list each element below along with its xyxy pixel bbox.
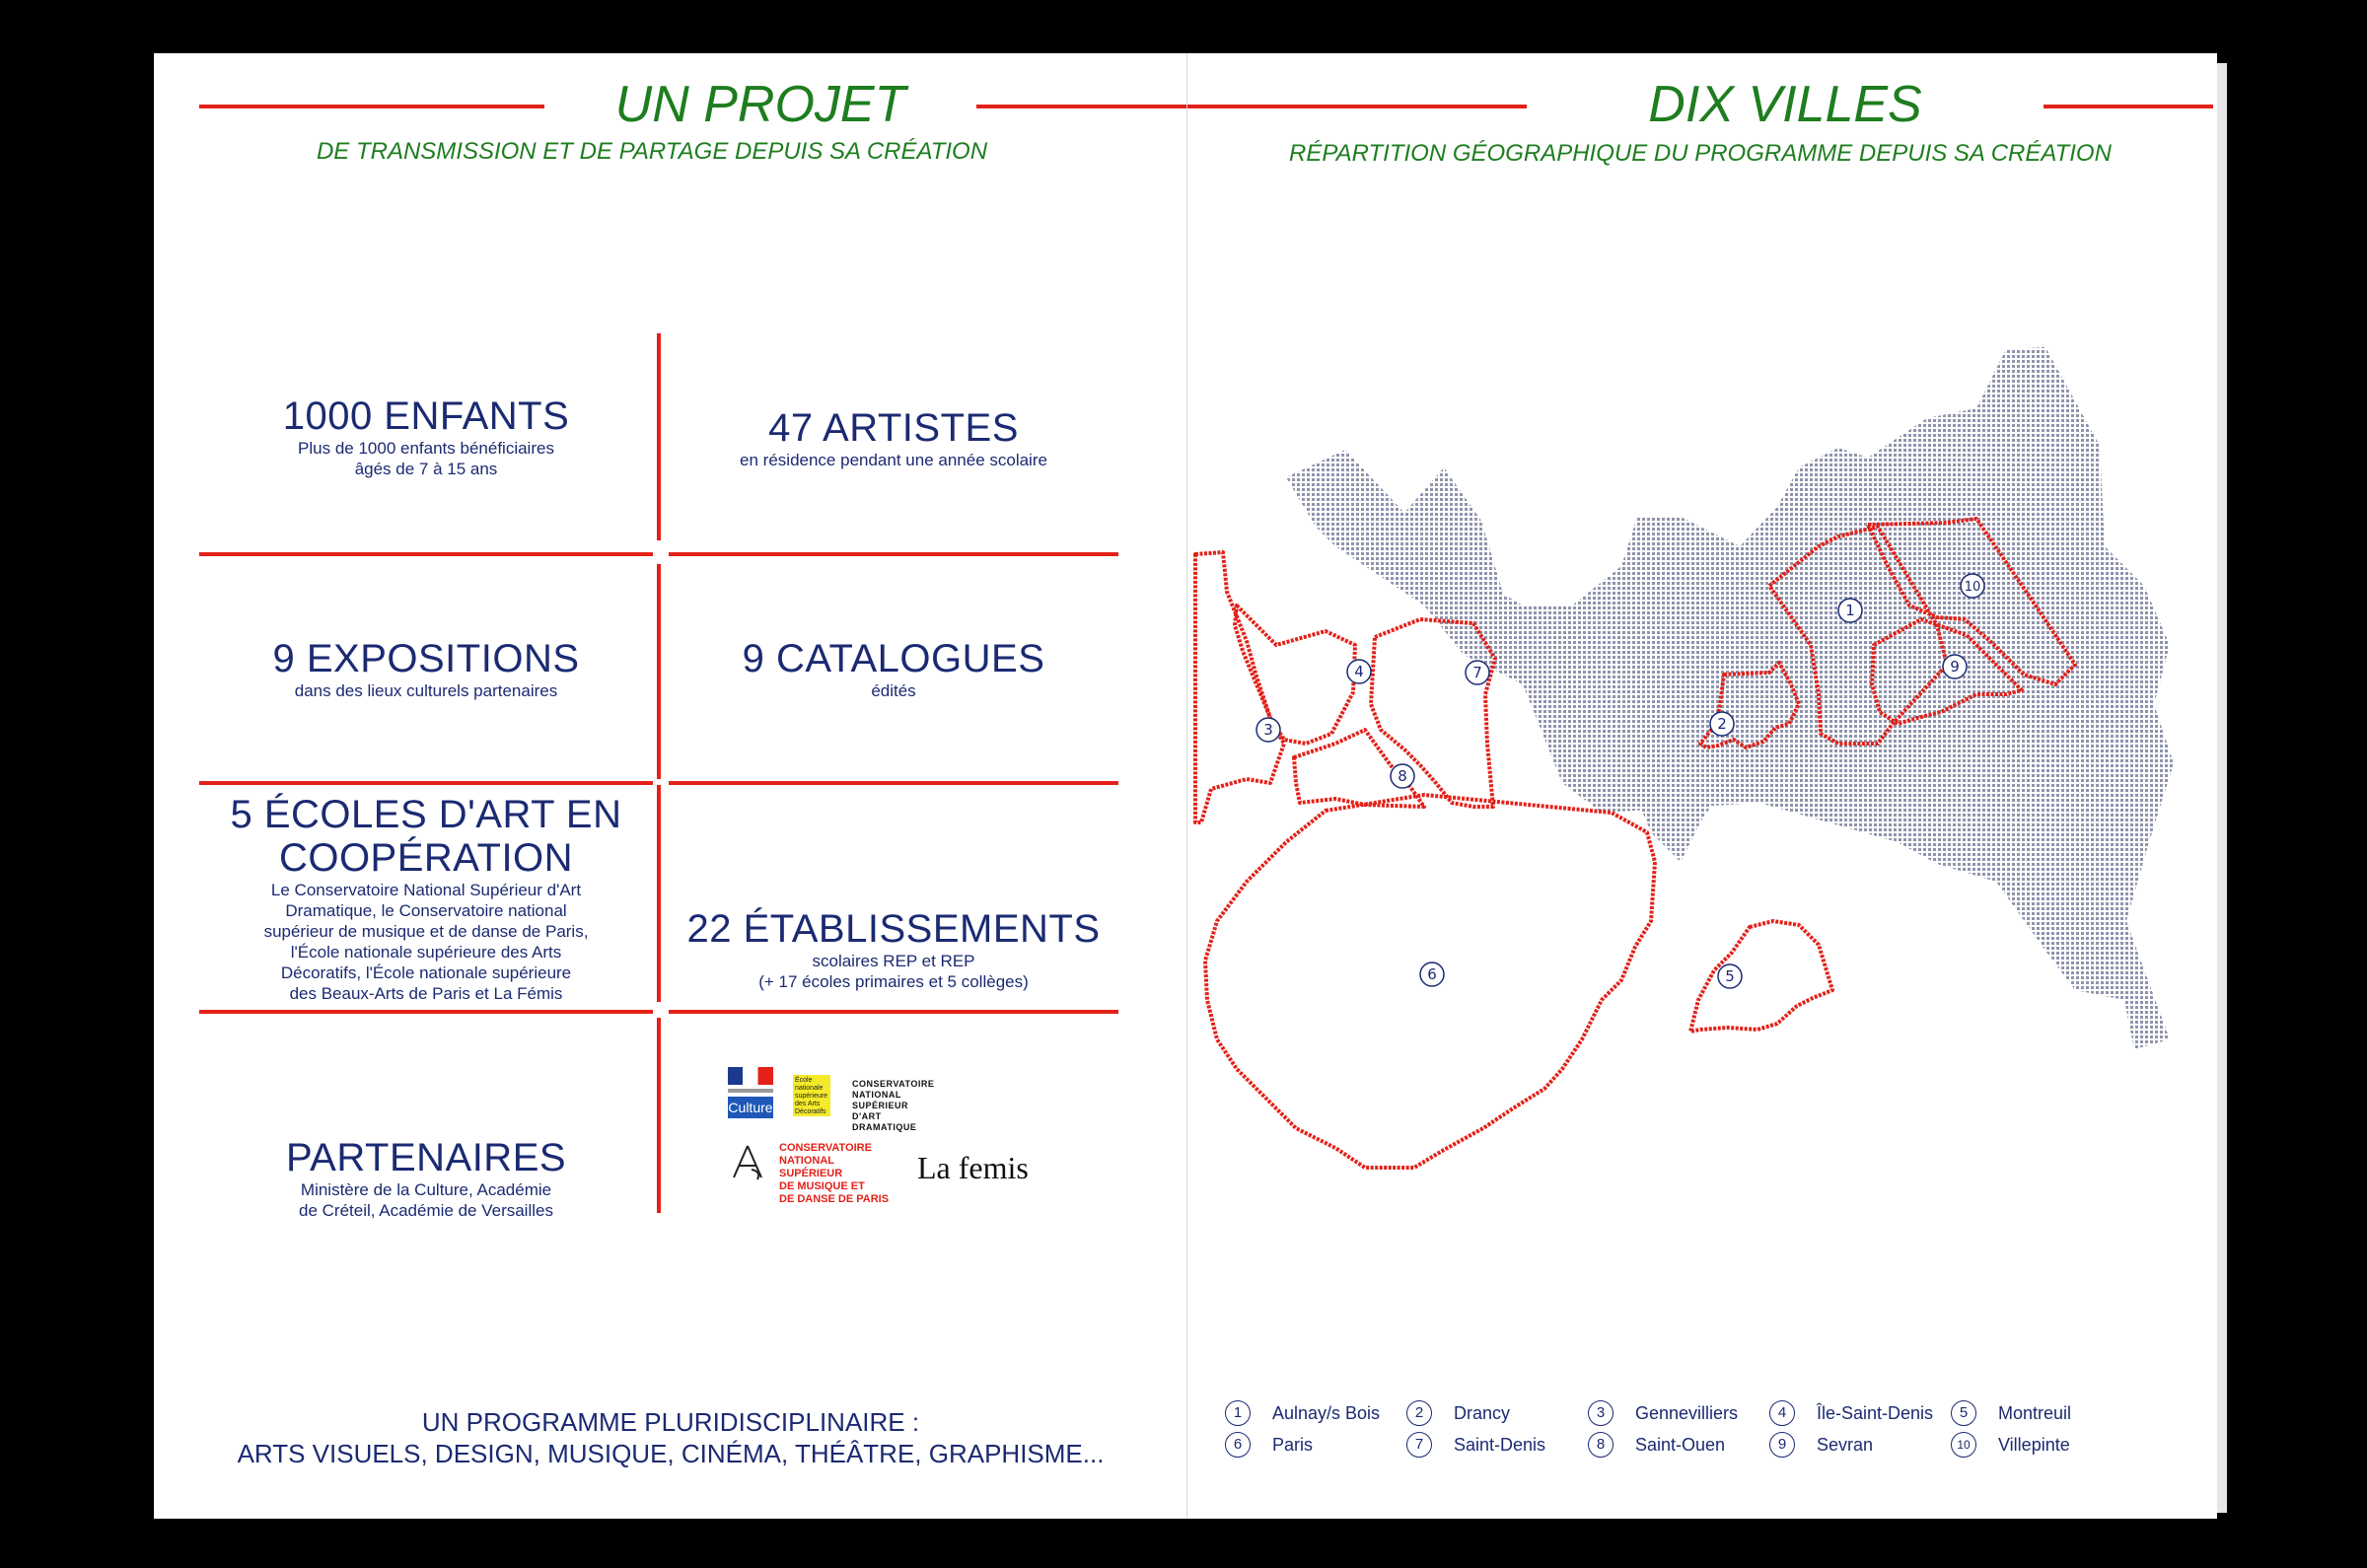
map-label-2 bbox=[1710, 712, 1734, 736]
map-label-10 bbox=[1961, 574, 1984, 598]
partenaires: PARTENAIRES Ministère de la Culture, Académie de Créteil, Académie de Versailles bbox=[285, 1136, 567, 1220]
footer-line-1: UN PROGRAMME PLURIDISCIPLINAIRE : bbox=[421, 1407, 920, 1437]
stat-expositions: 9 EXPOSITIONS dans des lieux culturels partenaires bbox=[272, 637, 580, 700]
grid-hline bbox=[669, 781, 1118, 785]
map-label-7 bbox=[1466, 661, 1489, 684]
city-gennevilliers bbox=[1195, 552, 1284, 822]
grid-vline bbox=[657, 333, 661, 540]
grid-vline bbox=[657, 564, 661, 779]
legend-item-paris: 6 Paris bbox=[1225, 1432, 1313, 1458]
map-label-6 bbox=[1420, 962, 1444, 986]
culture-logo: Culture bbox=[728, 1067, 773, 1122]
left-title: UN PROJET bbox=[614, 76, 906, 133]
legend-item-drancy: 2 Drancy bbox=[1406, 1400, 1510, 1426]
legend-item-aulnay: 1 Aulnay/s Bois bbox=[1225, 1400, 1380, 1426]
header-rule-left bbox=[199, 105, 544, 108]
left-subtitle: DE TRANSMISSION ET DE PARTAGE DEPUIS SA CRÉATION bbox=[316, 138, 988, 165]
legend-item-gennevilliers: 3 Gennevilliers bbox=[1588, 1400, 1738, 1426]
grid-hline bbox=[199, 781, 653, 785]
legend-item-villepinte: 10 Villepinte bbox=[1951, 1432, 2070, 1458]
cnsad-logo: CONSERVATOIRE NATIONAL SUPÉRIEUR D'ART DRAMATIQUE bbox=[852, 1079, 935, 1132]
stat-etablissements: 22 ÉTABLISSEMENTS scolaires REP et REP (+ 17 écoles primaires et 5 collèges) bbox=[686, 907, 1101, 991]
cnsmdp-logo: CONSERVATOIRE NATIONAL SUPÉRIEUR DE MUSIQUE ET DE DANSE DE PARIS bbox=[779, 1142, 890, 1205]
right-page bbox=[1187, 53, 2217, 1519]
grid-hline bbox=[669, 1010, 1118, 1014]
page-edge bbox=[2217, 63, 2227, 1513]
svg-text:5: 5 bbox=[1725, 967, 1735, 985]
grid-hline bbox=[199, 1010, 653, 1014]
city-montreuil bbox=[1690, 921, 1832, 1032]
stat-artistes: 47 ARTISTES en résidence pendant une année scolaire bbox=[740, 406, 1047, 469]
right-subtitle: RÉPARTITION GÉOGRAPHIQUE DU PROGRAMME DEPUIS SA CRÉATION bbox=[1289, 140, 2112, 167]
beaux-arts-logo bbox=[728, 1142, 767, 1181]
map bbox=[1187, 53, 2217, 1519]
map-label-8 bbox=[1391, 764, 1414, 788]
map-label-5 bbox=[1718, 964, 1742, 988]
stat-ecoles: 5 ÉCOLES D'ART EN COOPÉRATION Le Conservatoire National Supérieur d'Art Dramatique, le Conservatoire national supérieur de musique et de danse de Paris, l'École nationale supérieure des Arts Décoratifs, l'École nationale supérieure des Beaux-Arts de Paris et La Fémis bbox=[230, 793, 622, 1003]
city-ile-saint-denis bbox=[1235, 606, 1355, 744]
grid-vline bbox=[657, 1018, 661, 1213]
map-label-4 bbox=[1347, 660, 1371, 683]
header-rule-right bbox=[976, 105, 1187, 108]
svg-text:1: 1 bbox=[1845, 602, 1855, 619]
legend-item-sevran: 9 Sevran bbox=[1769, 1432, 1873, 1458]
legend-item-saint-denis: 7 Saint-Denis bbox=[1406, 1432, 1545, 1458]
legend-item-saint-ouen: 8 Saint-Ouen bbox=[1588, 1432, 1725, 1458]
stat-catalogues: 9 CATALOGUES édités bbox=[742, 637, 1045, 700]
legend-item-montreuil: 5 Montreuil bbox=[1951, 1400, 2071, 1426]
stat-enfants: 1000 ENFANTS Plus de 1000 enfants bénéficiaires âgés de 7 à 15 ans bbox=[282, 394, 570, 478]
svg-text:8: 8 bbox=[1398, 767, 1407, 785]
footer-line-2: ARTS VISUELS, DESIGN, MUSIQUE, CINÉMA, THÉÂTRE, GRAPHISME... bbox=[237, 1439, 1105, 1468]
svg-text:7: 7 bbox=[1472, 664, 1482, 681]
map-other-cities bbox=[1286, 347, 2174, 1049]
marianne-flag-icon bbox=[728, 1067, 773, 1085]
femis-logo: La femis bbox=[917, 1150, 1029, 1185]
grid-vline bbox=[657, 785, 661, 1002]
svg-text:6: 6 bbox=[1427, 965, 1437, 983]
svg-text:9: 9 bbox=[1950, 658, 1960, 676]
svg-text:10: 10 bbox=[1964, 580, 1981, 595]
legend-item-ile-saint-denis: 4 Île-Saint-Denis bbox=[1769, 1400, 1933, 1426]
map-label-3 bbox=[1256, 718, 1280, 742]
grid-hline bbox=[199, 552, 653, 556]
svg-text:2: 2 bbox=[1717, 715, 1727, 733]
map-label-1 bbox=[1838, 599, 1862, 622]
grid-hline bbox=[669, 552, 1118, 556]
right-title: DIX VILLES bbox=[1648, 76, 1922, 133]
svg-text:4: 4 bbox=[1354, 663, 1364, 680]
left-page bbox=[154, 53, 1187, 1519]
map-label-9 bbox=[1943, 655, 1967, 678]
svg-text:3: 3 bbox=[1263, 721, 1273, 739]
deco-logo: École nationale supérieure des Arts Décoratifs bbox=[793, 1075, 830, 1116]
